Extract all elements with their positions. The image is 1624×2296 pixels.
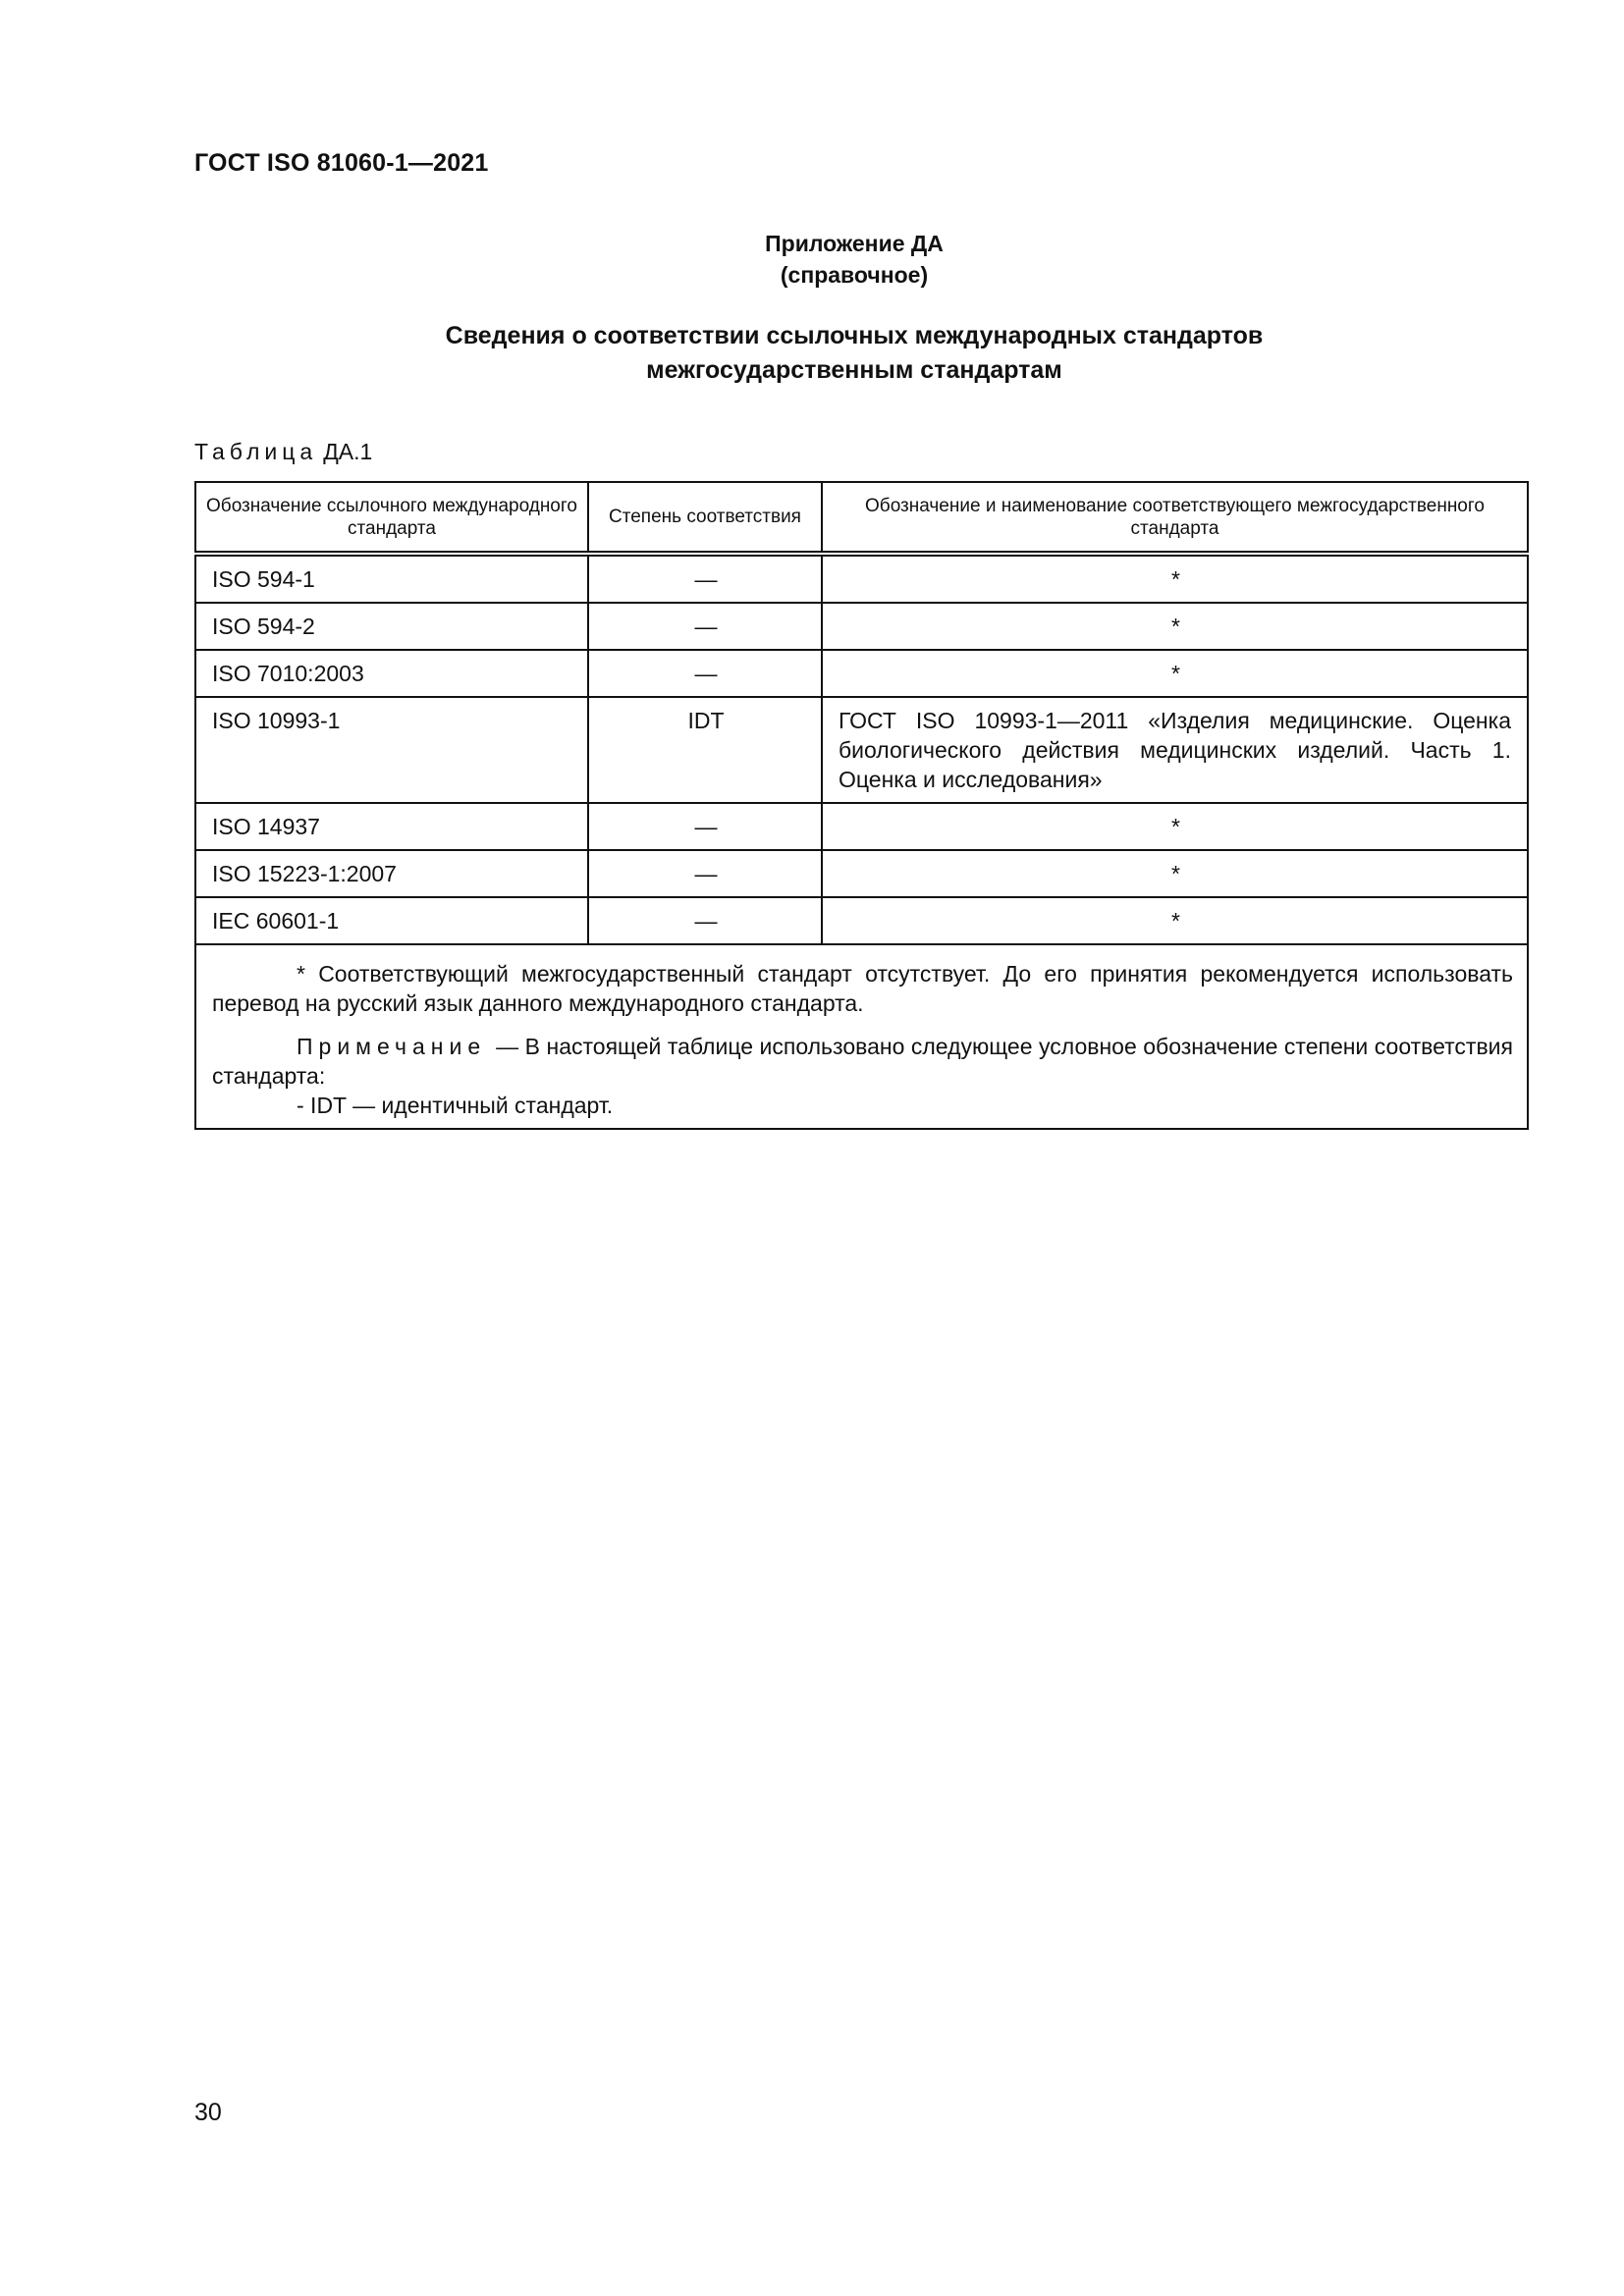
table-notes (195, 944, 1528, 1129)
page-number: 30 (194, 2099, 222, 2126)
cell-national: * (822, 897, 1528, 944)
table-row (195, 554, 1528, 603)
table-label-word: Таблица (194, 439, 318, 464)
cell-degree: — (588, 850, 822, 897)
table-label-number: ДА.1 (323, 439, 373, 464)
table-row (195, 650, 1528, 697)
column-header-designation: Обозначение ссылочного международного стандарта (195, 482, 588, 554)
cell-national: * (822, 650, 1528, 697)
column-header-national: Обозначение и наименование соответствующего межгосударственного стандарта (822, 482, 1528, 554)
cell-degree: — (588, 650, 822, 697)
standard-code-header: ГОСТ ISO 81060-1—2021 (194, 149, 489, 177)
cell-national: * (822, 603, 1528, 650)
table-note (212, 1032, 1513, 1091)
cell-degree: — (588, 803, 822, 850)
table-row (195, 603, 1528, 650)
document-title-line-1: Сведения о соответствии ссылочных международных стандартов (445, 322, 1264, 349)
note-list-item: - IDT — идентичный стандарт. (297, 1093, 614, 1118)
cell-degree: IDT (588, 697, 822, 803)
table-row (195, 897, 1528, 944)
cell-degree: — (588, 603, 822, 650)
table-row (195, 803, 1528, 850)
cell-designation: ISO 10993-1 (195, 697, 588, 803)
note-text: — В настоящей таблице использовано следующее условное обозначение степени соответствия стандарта: (212, 1034, 1513, 1089)
cell-designation: ISO 14937 (195, 803, 588, 850)
cell-national: ГОСТ ISO 10993-1—2011 «Изделия медицинские. Оценка биологического действия медицинских изделий. Часть 1. Оценка и исследования» (822, 697, 1528, 803)
cell-national: * (822, 850, 1528, 897)
appendix-kind: (справочное) (780, 262, 929, 288)
note-label: Примечание (297, 1034, 487, 1059)
cell-designation: ISO 15223-1:2007 (195, 850, 588, 897)
cell-degree: — (588, 897, 822, 944)
cell-national: * (822, 803, 1528, 850)
table-header-row (195, 482, 1528, 554)
cell-national: * (822, 554, 1528, 603)
cell-designation: ISO 7010:2003 (195, 650, 588, 697)
table-label (194, 439, 372, 465)
column-header-degree: Степень соответствия (588, 482, 822, 554)
table-notes-row (195, 944, 1528, 1129)
table-row (195, 697, 1528, 803)
appendix-title: Приложение ДА (765, 231, 944, 256)
cell-designation: ISO 594-2 (195, 603, 588, 650)
cell-designation: IEC 60601-1 (195, 897, 588, 944)
cell-degree: — (588, 554, 822, 603)
table-footnote: * Соответствующий межгосударственный стандарт отсутствует. До его принятия рекомендуется использовать перевод на русский язык данного международного стандарта. (212, 961, 1513, 1016)
correspondence-table (194, 481, 1529, 1130)
cell-designation: ISO 594-1 (195, 554, 588, 603)
table-row (195, 850, 1528, 897)
document-title-line-2: межгосударственным стандартам (646, 356, 1062, 384)
